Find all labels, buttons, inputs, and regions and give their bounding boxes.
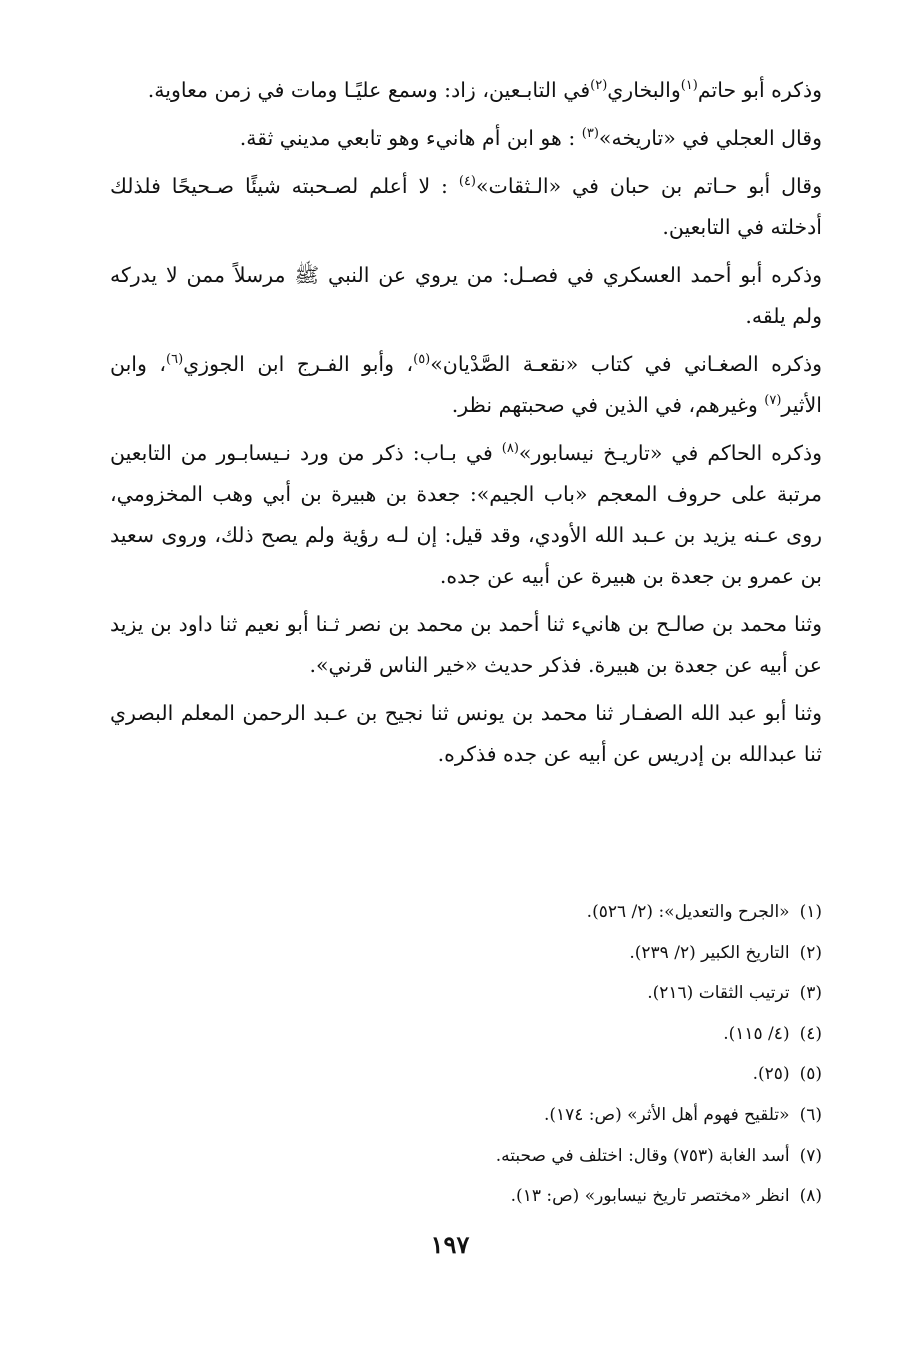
- footnote-ref: (٣): [581, 126, 599, 142]
- text-span: وذكره أبو أحمد العسكري في فصـل: من يروي عن النبي ﷺ مرسلاً ممن لا يدركه ولم يلقه.: [110, 263, 822, 328]
- footnote-number: (٣): [799, 983, 822, 1004]
- footnote-item: [110, 1176, 822, 1217]
- footnote-number: (٦): [799, 1104, 822, 1125]
- footnote-item: [110, 892, 822, 933]
- text-span: وثنا محمد بن صالـح بن هانيء ثنا أحمد بن محمد بن نصر ثـنا أبو نعيم ثنا داود بن يزيد عن أبيه عن جعدة بن هبيرة. فذكر حديث «خير الناس قرني».: [110, 612, 822, 677]
- footnote-ref: (٥): [413, 352, 431, 368]
- footnote-text: (٤/ ١١٥).: [723, 1023, 790, 1044]
- footnote-number: (٥): [799, 1064, 822, 1085]
- footnote-item: [110, 933, 822, 974]
- paragraph: [110, 255, 822, 337]
- footnote-number: (٧): [799, 1145, 822, 1166]
- footnote-text: (٢٥).: [752, 1064, 790, 1085]
- text-span: في بـاب: ذكر من ورد نـيسابـور من التابعين مرتبة على حروف المعجم «باب الجيم»: جعدة بن هبيرة بن أبي وهب المخزومي، روى عـنه يزيد بن عـبد الله الأودي، وقد قيل: إن لـه رؤية ولم يصح ذلك، وروى سعيد بن عمرو بن جعدة بن هبيرة عن أبيه عن جده.: [110, 441, 822, 588]
- footnote-text: أسد الغابة (٧٥٣) وقال: اختلف في صحبته.: [495, 1145, 790, 1166]
- footnote-item: [110, 1095, 822, 1136]
- text-span: ، وابن الأثير: [110, 352, 822, 417]
- paragraph: [110, 166, 822, 248]
- footnote-ref: (٢): [590, 78, 608, 94]
- footnote-text: «الجرح والتعديل»: (٢/ ٥٢٦).: [586, 902, 790, 922]
- footnote-item: [110, 973, 822, 1014]
- footnote-ref: (٤): [458, 174, 476, 190]
- footnote-text: انظر «مختصر تاريخ نيسابور» (ص: ١٣).: [510, 1186, 790, 1207]
- text-span: وقال أبو حـاتم بن حبان في «الـثقات»: [476, 174, 822, 198]
- text-span: وذكره أبو حاتم: [697, 78, 822, 102]
- paragraph: [110, 693, 822, 775]
- footnote-text: ترتيب الثقات (٢١٦).: [647, 983, 790, 1004]
- text-span: وثنا أبو عبد الله الصفـار ثنا محمد بن يونس ثنا نجيح بن عـبد الرحمن المعلم البصري ثنا عبدالله بن إدريس عن أبيه عن جده فذكره.: [110, 701, 822, 766]
- text-span: وقال العجلي في «تاريخه»: [598, 126, 822, 150]
- footnote-text: «تلقيح فهوم أهل الأثر» (ص: ١٧٤).: [543, 1104, 790, 1125]
- paragraph: [110, 118, 822, 159]
- footnote-number: (١): [799, 902, 822, 922]
- footnote-number: (٨): [799, 1186, 822, 1207]
- text-span: في التابـعين، زاد: وسمع عليًـا ومات في زمن معاوية.: [147, 78, 591, 102]
- main-text: [110, 70, 822, 782]
- paragraph: [110, 70, 822, 111]
- page-number: ١٩٧: [430, 1230, 470, 1259]
- footnote-text: التاريخ الكبير (٢/ ٢٣٩).: [629, 942, 790, 963]
- text-span: ، وأبو الفـرج ابن الجوزي: [183, 352, 414, 376]
- text-span: : لا أعلم لصـحبته شيئًا صـحيحًا فلذلك أدخلته في التابعين.: [110, 174, 822, 239]
- footnote-item: [110, 1054, 822, 1095]
- paragraph: [110, 433, 822, 597]
- text-span: والبخاري: [607, 78, 681, 102]
- text-span: وذكره الحاكم في «تاريـخ نيسابور»: [518, 441, 822, 465]
- text-span: وذكره الصغـاني في كتاب «نقعـة الصَّدْيان»: [430, 352, 822, 376]
- footnote-number: (٤): [799, 1023, 822, 1044]
- text-span: : هو ابن أم هانيء وهو تابعي مديني ثقة.: [239, 126, 582, 150]
- footnote-ref: (٦): [166, 352, 184, 368]
- footnote-ref: (١): [680, 78, 698, 94]
- footnote-number: (٢): [799, 942, 822, 963]
- footnote-item: [110, 1014, 822, 1055]
- text-span: وغيرهم، في الذين في صحبتهم نظر.: [451, 393, 765, 417]
- footnote-item: [110, 1136, 822, 1177]
- footnotes: [110, 892, 822, 1217]
- footnote-ref: (٧): [764, 393, 782, 409]
- paragraph: [110, 344, 822, 426]
- footnote-ref: (٨): [501, 441, 519, 457]
- paragraph: [110, 604, 822, 686]
